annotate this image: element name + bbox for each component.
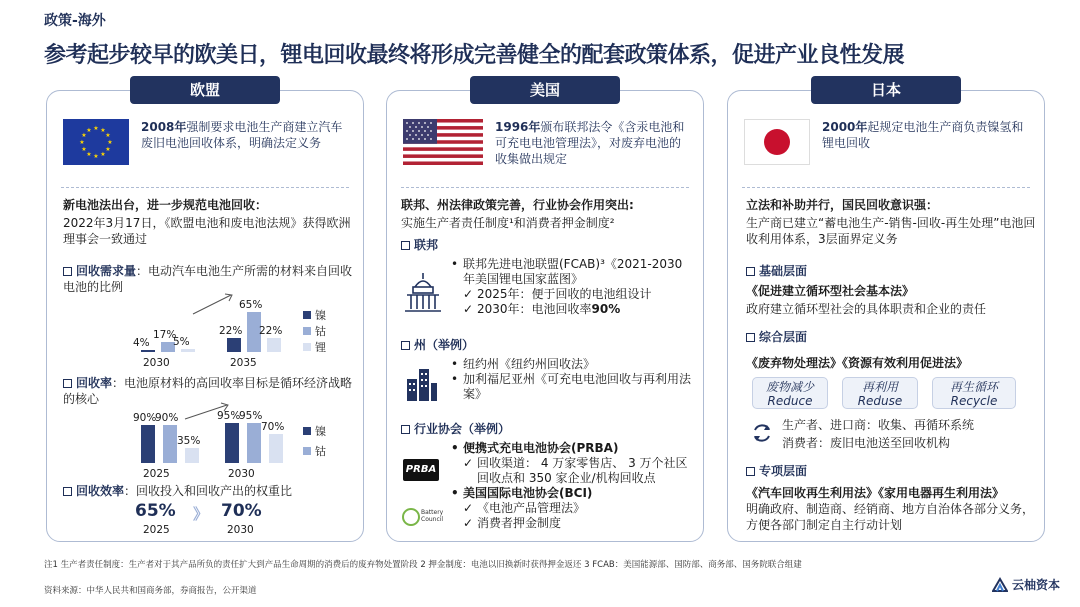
data-label: 22% [219, 325, 243, 338]
data-label: 17% [153, 328, 177, 341]
eu-intro-text: 2008年强制要求电池生产商建立汽车废旧电池回收体系，明确法定义务 [141, 120, 343, 150]
list-item: ✓ 回收渠道： 4 万家零售店、 3 万个社区回收点和 350 家企业/机构回收点 [463, 456, 691, 486]
jp-role-2: 消费者：废旧电池送至回收机构 [782, 436, 951, 450]
legend-item: 镍 [303, 307, 326, 323]
jp-panel-tab: 日本 [811, 76, 961, 104]
divider [401, 187, 689, 188]
svg-text:★: ★ [105, 146, 111, 153]
bar [185, 448, 199, 463]
jp-para: 生产商已建立“蓄电池生产-销售-回收-再生处理”电池回收利用体系，3层面界定义务 [746, 216, 1036, 246]
svg-text:★: ★ [105, 132, 111, 139]
bar [141, 350, 155, 352]
footnote: 注1 生产者责任制度：生产者对于其产品所负的责任扩大到产品生命周期的消费后的废弃物处置阶段 2 押金制度：电池以旧换新时获得押金返还 3 FCAB：美国能源部、国防部、商务部、国务院联合组建 [44, 560, 802, 570]
checkbox-square-icon [63, 379, 72, 388]
data-label: 5% [173, 335, 190, 348]
x-tick-label: 2030 [228, 468, 255, 480]
checkbox-square-icon [746, 333, 755, 342]
checkbox-square-icon [63, 487, 72, 496]
svg-text:★: ★ [86, 151, 92, 158]
bar [181, 349, 195, 352]
jp-base-desc: 政府建立循环型社会的具体职责和企业的责任 [746, 302, 987, 316]
eu-heading: 新电池法出台，进一步规范电池回收： [63, 198, 268, 212]
us-para: 实施生产者责任制度¹和消费者押金制度² [401, 216, 615, 230]
data-label: 90% [155, 412, 179, 425]
eu-eff: 回收效率：回收投入和回收产出的权重比 [63, 483, 355, 499]
bar [247, 423, 261, 463]
recycle-box: 再生循环 Recycle [932, 377, 1016, 409]
bar [269, 434, 283, 463]
jp-role-1: 生产者、进口商：收集、再循环系统 [782, 418, 975, 432]
checkbox-square-icon [401, 425, 410, 434]
jp-comp-title: 综合层面 [746, 329, 807, 345]
divider [742, 187, 1030, 188]
list-item: • 美国国际电池协会(BCI) [451, 486, 691, 501]
capitol-building-icon [403, 271, 443, 315]
svg-text:★: ★ [81, 132, 87, 139]
reuse-box: 再利用 Reduse [842, 377, 918, 409]
eu-intro [63, 119, 351, 181]
svg-text:★: ★ [79, 139, 85, 146]
svg-text:★: ★ [86, 127, 92, 134]
checkbox-square-icon [63, 267, 72, 276]
recycle-arrows-icon [750, 421, 774, 445]
japan-flag-icon [744, 119, 810, 165]
legend-item: 钴 [303, 443, 326, 459]
eu-req: 回收需求量：电动汽车电池生产所需的材料来自回收电池的比例 [63, 264, 353, 294]
jp-intro-text: 2000年起规定电池生产商负责镍氢和锂电回收 [822, 120, 1024, 150]
brand-mark-icon [992, 577, 1008, 593]
bar [163, 425, 177, 463]
prba-logo: PRBA [403, 459, 439, 481]
eff-2030-year: 2030 [227, 524, 254, 536]
jp-panel [727, 81, 1045, 542]
us-federal-title: 联邦 [401, 237, 438, 253]
section-tag: 政策-海外 [44, 13, 106, 29]
list-item: • 便携式充电电池协会(PRBA) [451, 441, 691, 456]
jp-spec-title: 专项层面 [746, 463, 807, 479]
jp-spec-law: 《汽车回收再生利用法》《家用电器再生利用法》 [746, 486, 1005, 500]
us-industry-list [451, 441, 691, 531]
svg-text:★: ★ [93, 125, 99, 132]
divider [61, 187, 349, 188]
bar [267, 338, 281, 352]
list-item: ✓ 《电池产品管理法》 [463, 501, 691, 516]
jp-base-title: 基础层面 [746, 263, 807, 279]
eu-rate-chart [107, 411, 307, 463]
us-intro-text: 1996年颁布联邦法令《含汞电池和可充电电池管理法》，对废弃电池的收集做出规定 [495, 120, 685, 166]
legend-item: 钴 [303, 323, 326, 339]
svg-text:★: ★ [93, 153, 99, 160]
checkbox-square-icon [401, 241, 410, 250]
checkbox-square-icon [746, 267, 755, 276]
eff-2030-value: 70% [221, 501, 262, 521]
legend-item: 镍 [303, 423, 326, 439]
source-note: 资料来源：中华人民共和国商务部，券商报告，公开渠道 [44, 586, 257, 596]
data-label: 95% [239, 410, 263, 422]
list-item: • 加利福尼亚州《可充电电池回收与再利用法案》 [451, 372, 691, 402]
us-panel [386, 81, 704, 542]
eu-rate: 回收率：电池原材料的高回收率目标是循环经济战略的核心 [63, 376, 353, 406]
brand-logo: 云柚资本 [992, 576, 1060, 593]
list-item: ✓ 2030年：电池回收率90% [463, 302, 691, 317]
us-panel-tab: 美国 [470, 76, 620, 104]
bar [227, 338, 241, 352]
jp-intro [744, 119, 1032, 181]
us-industry-title: 行业协会（举例） [401, 421, 510, 437]
checkbox-square-icon [746, 467, 755, 476]
us-heading: 联邦、州法律政策完善，行业协会作用突出: [401, 198, 634, 212]
list-item: • 纽约州《纽约州回收法》 [451, 357, 691, 372]
svg-text:★: ★ [81, 146, 87, 153]
data-label: 70% [261, 420, 285, 433]
page-title: 参考起步较早的欧美日，锂电回收最终将形成完善健全的配套政策体系，促进产业良性发展 [44, 43, 905, 68]
data-label: 35% [177, 435, 201, 448]
eu-req-chart [107, 296, 307, 352]
svg-text:★: ★ [100, 127, 106, 134]
data-label: 65% [239, 299, 263, 311]
jp-base-law: 《促进建立循环型社会基本法》 [746, 284, 915, 298]
jp-comp-law: 《废弃物处理法》《资源有效利用促进法》 [746, 356, 969, 370]
data-label: 4% [133, 336, 150, 349]
checkbox-square-icon [401, 341, 410, 350]
data-label: 22% [259, 325, 283, 338]
bar [225, 423, 239, 463]
eu-panel [46, 81, 364, 542]
eff-2025-value: 65% [135, 501, 176, 521]
eff-2025-year: 2025 [143, 524, 170, 536]
x-tick-label: 2035 [230, 357, 257, 369]
list-item: ✓ 2025年：便于回收的电池组设计 [463, 287, 691, 302]
us-flag-icon [403, 119, 483, 165]
legend-item: 锂 [303, 339, 326, 355]
list-item: • 联邦先进电池联盟(FCAB)³《2021-2030年美国锂电国家蓝图》 [451, 257, 691, 287]
bci-logo-text: Battery [421, 509, 444, 516]
svg-text:★: ★ [100, 151, 106, 158]
eu-para: 2022年3月17日，《欧盟电池和废电池法规》获得欧洲理事会一致通过 [63, 216, 351, 246]
data-label: 95% [217, 410, 241, 422]
bci-logo-text: Council [421, 516, 444, 523]
reduce-box: 废物减少 Reduce [752, 377, 828, 409]
us-state-title: 州（举例） [401, 337, 474, 353]
svg-text:★: ★ [107, 139, 113, 146]
x-tick-label: 2030 [143, 357, 170, 369]
data-label: 90% [133, 412, 157, 425]
bci-logo [401, 505, 443, 529]
us-intro [403, 119, 691, 181]
jp-heading: 立法和补助并行，国民回收意识强： [746, 198, 939, 212]
eu-panel-tab: 欧盟 [130, 76, 280, 104]
list-item: ✓ 消费者押金制度 [463, 516, 691, 531]
us-state-list [451, 357, 691, 402]
chevron-right-icon: 》 [193, 505, 209, 523]
city-buildings-icon [405, 367, 439, 403]
jp-spec-desc: 明确政府、制造商、经销商、地方自治体各部分义务，方便各部门制定自主行动计划 [746, 502, 1035, 532]
us-federal-list [451, 257, 691, 317]
bar [141, 425, 155, 463]
eu-flag-icon [63, 119, 129, 165]
x-tick-label: 2025 [143, 468, 170, 480]
